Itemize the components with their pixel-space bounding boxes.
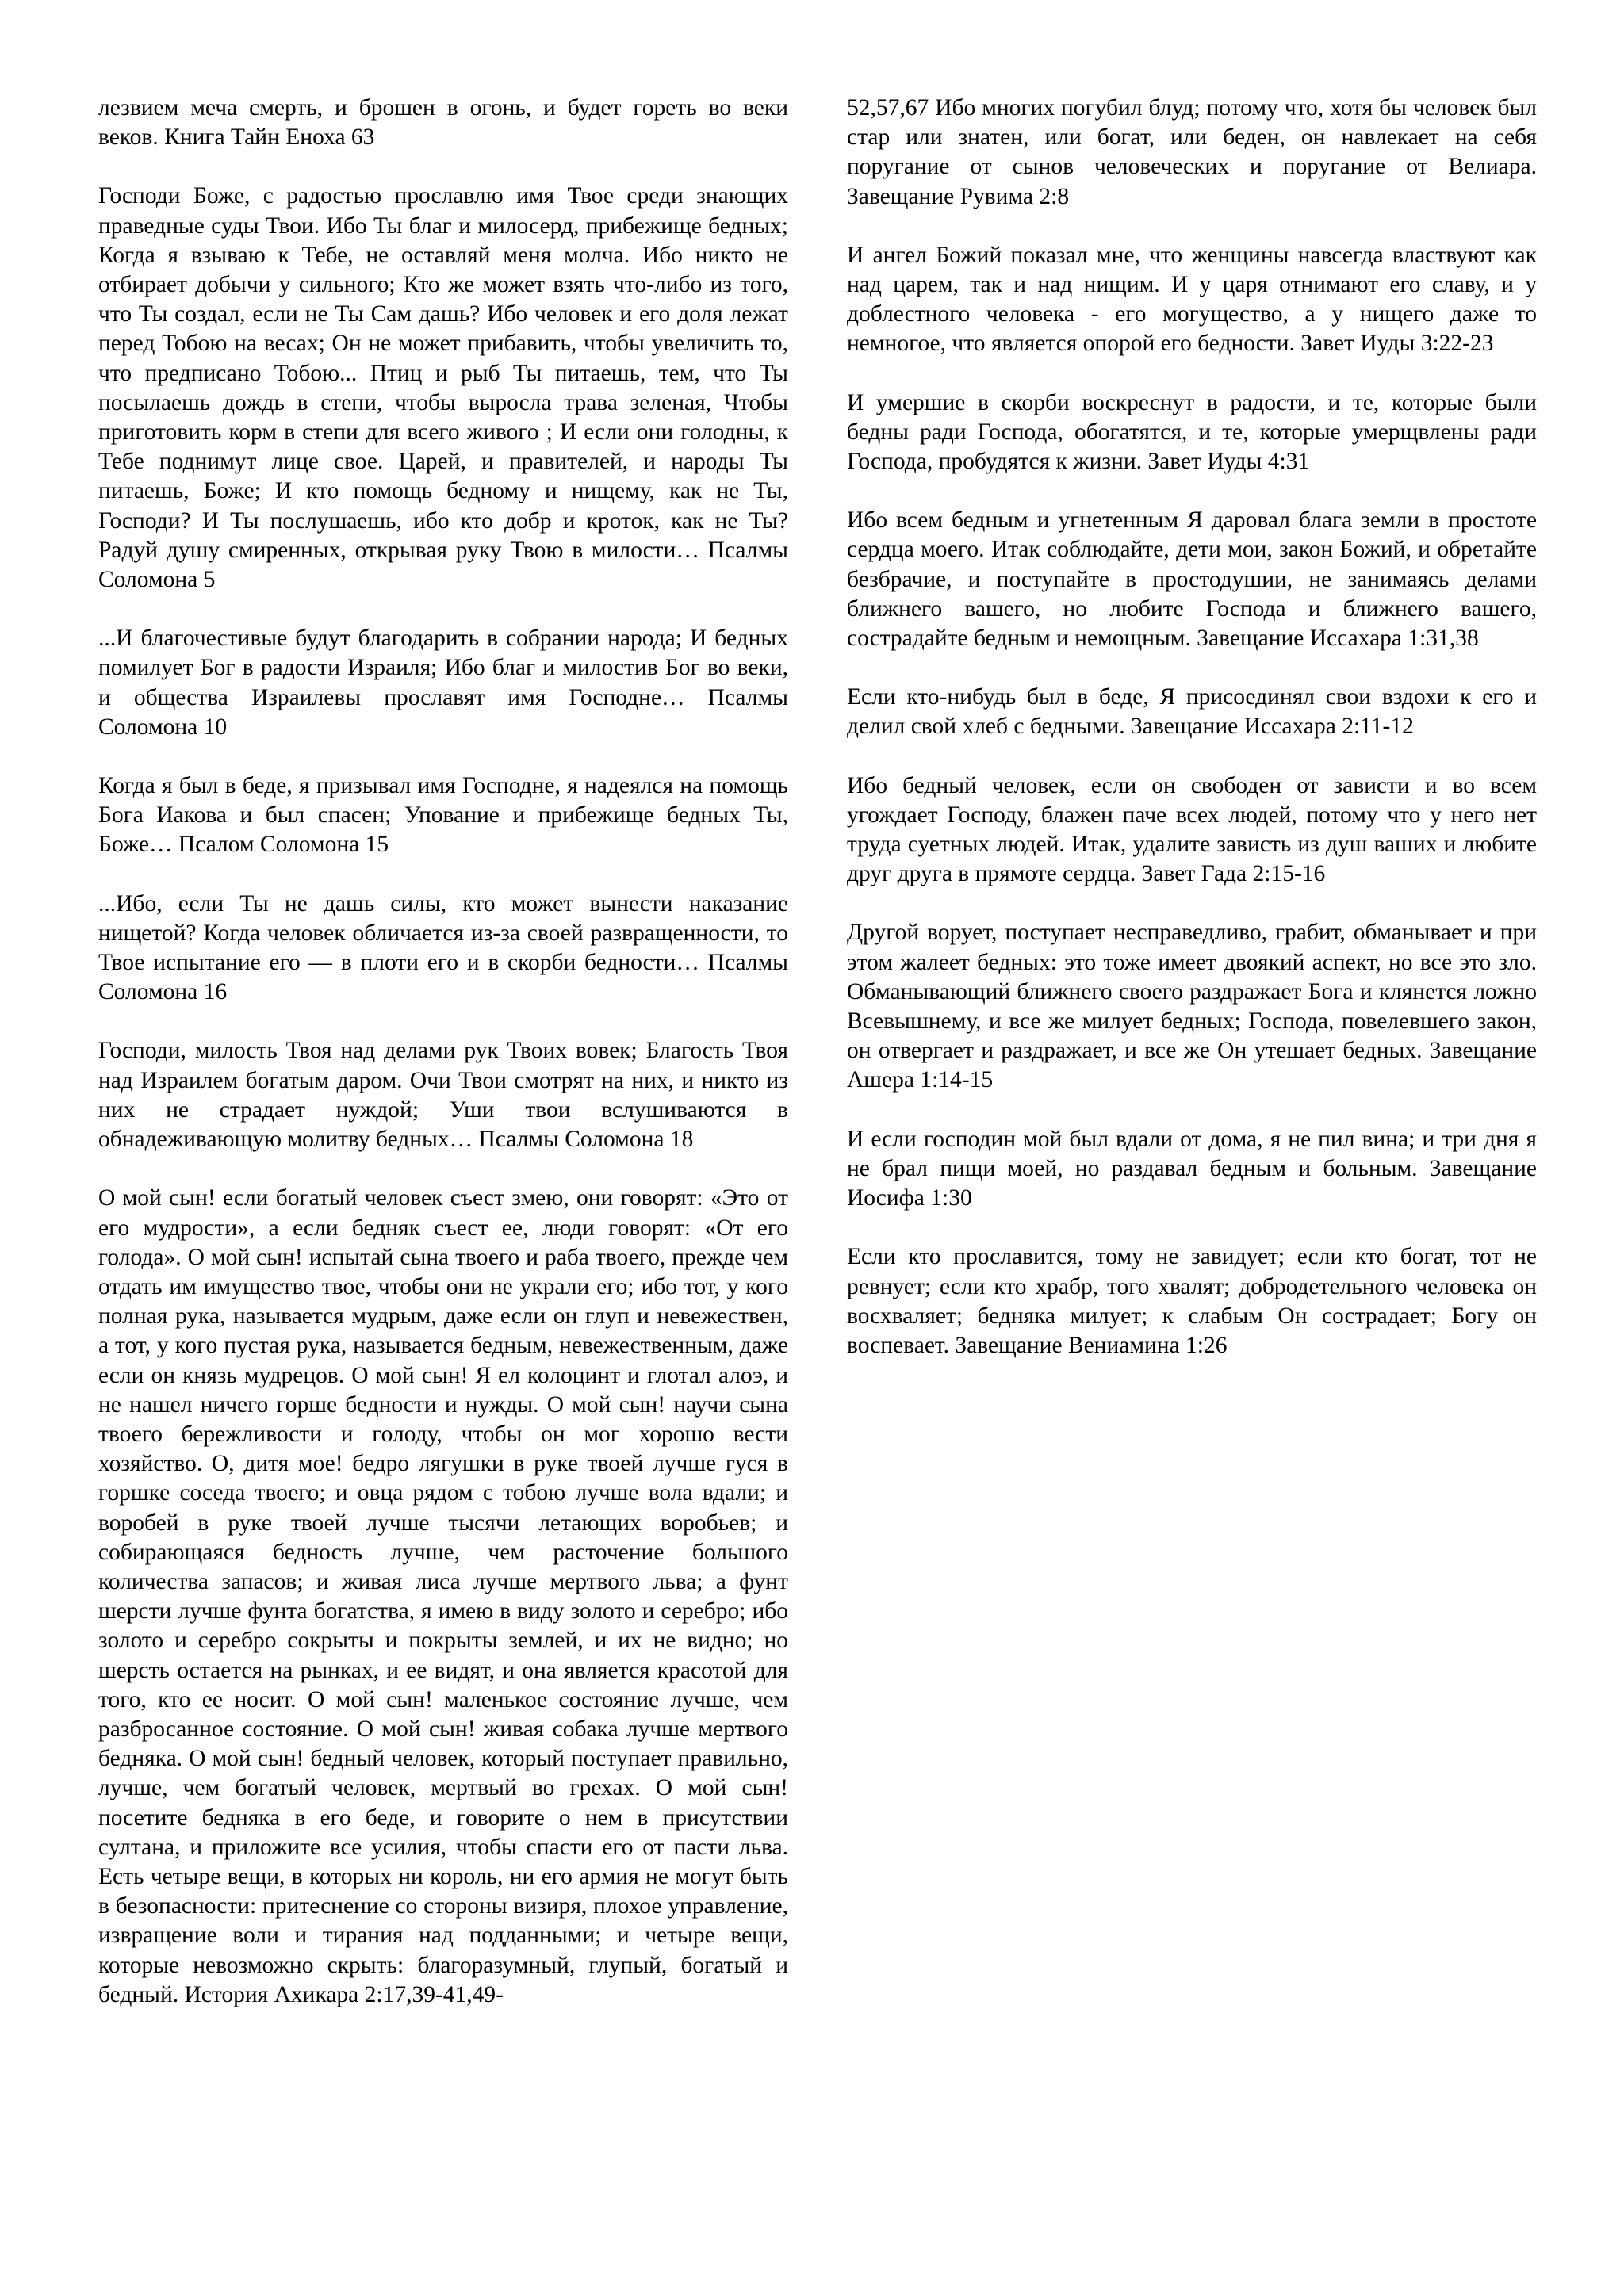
paragraph-issachar-2-11: Если кто-нибудь был в беде, Я присоединял свои вздохи к его и делил свой хлеб с бедными. Завещание Иссахара 2:11-12: [847, 684, 1537, 740]
paragraph-joseph-1-30: И если господин мой был вдали от дома, я не пил вина; и три дня я не брал пищи моей, но раздавал бедным и больным. Завещание Иосифа 1:30: [847, 1126, 1537, 1211]
right-column: [847, 94, 1537, 1390]
paragraph-enoch-63: лезвием меча смерть, и брошен в огонь, и будет гореть во веки веков. Книга Тайн Еноха 63: [98, 95, 788, 151]
paragraph-benjamin-1-26: Если кто прославится, тому не завидует; если кто богат, тот не ревнует; если кто храбр, того хвалят; добродетельного человека он восхваляет; бедняка милует; к слабым Он сострадает; Богу он воспевает. Завещание Вениамина 1:26: [847, 1244, 1537, 1358]
paragraph-reuben-2-8: 52,57,67 Ибо многих погубил блуд; потому что, хотя бы человек был стар или знатен, или богат, или беден, он навлекает на себя поругание от сынов человеческих и поругание от Велиара. Завещание Рувима 2:8: [847, 95, 1537, 209]
paragraph-psalms-solomon-10: ...И благочестивые будут благодарить в собрании народа; И бедных помилует Бог в радости Израиля; Ибо благ и милостив Бог во веки, и общества Израилевы прославят имя Господне… Псалмы Соломона 10: [98, 626, 788, 740]
paragraph-gad-2-15: Ибо бедный человек, если он свободен от зависти и во всем угождает Господу, блажен паче всех людей, потому что у него нет труда суетных людей. Итак, удалите зависть из душ ваших и любите друг друга в прямоте сердца. Завет Гада 2:15-16: [847, 772, 1537, 887]
paragraph-psalm-solomon-15: Когда я был в беде, я призывал имя Господне, я надеялся на помощь Бога Иакова и был спасен; Упование и прибежище бедных Ты, Боже… Псалом Соломона 15: [98, 773, 788, 858]
paragraph-psalms-solomon-18: Господи, милость Твоя над делами рук Твоих вовек; Благость Твоя над Израилем богатым даром. Очи Твои смотрят на них, и никто из них не страдает нуждой; Уши твои вслушиваются в обнадеживающую молитву бедных… Псалмы Соломона 18: [98, 1038, 788, 1153]
left-column: [98, 94, 788, 2039]
paragraph-psalms-solomon-5: Господи Боже, с радостью прославлю имя Твое среди знающих праведные суды Твои. Ибо Ты благ и милосерд, прибежище бедных; Когда я взываю к Тебе, не оставляй меня молча. Ибо никто не отбирает добычи у сильного; Кто же может взять что-либо из того, что Ты создал, если не Ты Сам дашь? Ибо человек и его доля лежат перед Тобою на весах; Он не может прибавить, чтобы увеличить то, что предписано Тобою... Птиц и рыб Ты питаешь, тем, что Ты посылаешь дождь в степи, чтобы выросла трава зеленая, Чтобы приготовить корм в степи для всего живого ; И если они голодны, к Тебе поднимут лице свое. Царей, и правителей, и народы Ты питаешь, Боже; И кто помощь бедному и нищему, как не Ты, Господи? И Ты послушаешь, ибо кто добр и кроток, как не Ты? Радуй душу смиренных, открывая руку Твою в милости… Псалмы Соломона 5: [98, 183, 788, 593]
paragraph-issachar-1-31: Ибо всем бедным и угнетенным Я даровал блага земли в простоте сердца моего. Итак соблюдайте, дети мои, закон Божий, и обретайте безбрачие, и поступайте в простодушии, не занимаясь делами ближнего вашего, но любите Господа и ближнего вашего, сострадайте бедным и немощным. Завещание Иссахара 1:31,38: [847, 507, 1537, 652]
paragraph-judah-4-31: И умершие в скорби воскреснут в радости, и те, которые были бедны ради Господа, обогатятся, и те, которые умерщвлены ради Господа, пробудятся к жизни. Завет Иуды 4:31: [847, 389, 1537, 475]
paragraph-psalms-solomon-16: ...Ибо, если Ты не дашь силы, кто может вынести наказание нищетой? Когда человек обличается из-за своей развращенности, то Твое испытание его — в плоти его и в скорби бедности… Псалмы Соломона 16: [98, 890, 788, 1005]
paragraph-judah-3-22: И ангел Божий показал мне, что женщины навсегда властвуют как над царем, так и над нищим. И у царя отнимают его славу, и у доблестного человека - его могущество, а у нищего даже то немногое, что является опорой его бедности. Завет Иуды 3:22-23: [847, 242, 1537, 357]
paragraph-ahikar: О мой сын! если богатый человек съест змею, они говорят: «Это от его мудрости», а если бедняк съест ее, люди говорят: «От его голода». О мой сын! испытай сына твоего и раба твоего, прежде чем отдать им имущество твое, чтобы они не украли его; ибо тот, у кого полная рука, называется мудрым, даже если он глуп и невежествен, а тот, у кого пустая рука, называется бедным, невежественным, даже если он князь мудрецов. О мой сын! Я ел колоцинт и глотал алоэ, и не нашел ничего горше бедности и нужды. О мой сын! научи сына твоего бережливости и голоду, чтобы он мог хорошо вести хозяйство. О, дитя мое! бедро лягушки в руке твоей лучше гуся в горшке соседа твоего; и овца рядом с тобою лучше вола вдали; и воробей в руке твоей лучше тысячи летающих воробьев; и собирающаяся бедность лучше, чем расточение большого количества запасов; и живая лиса лучше мертвого льва; а фунт шерсти лучше фунта богатства, я имею в виду золото и серебро; ибо золото и серебро сокрыты и покрыты землей, и их не видно; но шерсть остается на рынках, и ее видят, и она является красотой для того, кто ее носит. О мой сын! маленькое состояние лучше, чем разбросанное состояние. О мой сын! живая собака лучше мертвого бедняка. О мой сын! бедный человек, который поступает правильно, лучше, чем богатый человек, мертвый во грехах. О мой сын! посетите бедняка в его беде, и говорите о нем в присутствии султана, и приложите все усилия, чтобы спасти его от пасти льва. Есть четыре вещи, в которых ни король, ни его армия не могут быть в безопасности: притеснение со стороны визиря, плохое управление, извращение воли и тирания над подданными; и четыре вещи, которые невозможно скрыть: благоразумный, глупый, богатый и бедный. История Ахикара 2:17,39-41,49-: [98, 1185, 788, 2007]
paragraph-asher-1-14: Другой ворует, поступает несправедливо, грабит, обманывает и при этом жалеет бедных: это тоже имеет двоякий аспект, но все это зло. Обманывающий ближнего своего раздражает Бога и клянется ложно Всевышнему, и все же милует бедных; Господа, повелевшего закон, он отвергает и раздражает, и все же Он утешает бедных. Завещание Ашера 1:14-15: [847, 920, 1537, 1093]
